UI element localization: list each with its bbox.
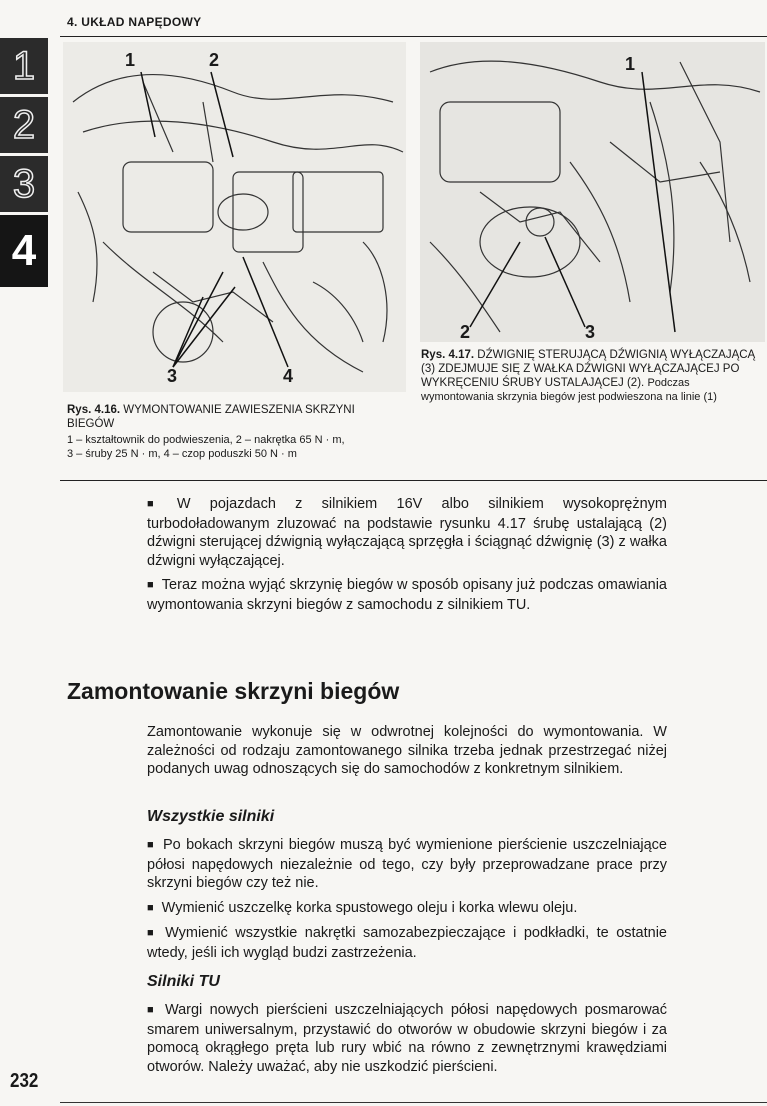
intro-paragraph: ■ W pojazdach z silnikiem 16V albo silnikiem wysokoprężnym turbodoładowanym zluzować na podstawie rysunku 4.17 śrubę ustalającą (2) dźwigni sterującej dźwignią wyłączającą sprzęgła i ściągnąć dźwignię (3) z wałka dźwigni wyłączającej. <box>147 495 667 570</box>
figure-4-17-caption <box>421 348 761 404</box>
callout-1: 1 <box>625 54 636 74</box>
page-number: 232 <box>10 1070 39 1092</box>
caption-rest: Podczas wymontowania skrzynia biegów jest podwieszona na linie (1) <box>421 377 717 403</box>
figure-4-17-illustration <box>420 42 765 342</box>
subheading-all-engines: Wszystkie silniki <box>147 808 275 825</box>
section-heading: Zamontowanie skrzyni biegów <box>67 678 400 704</box>
gearbox-lever-drawing <box>420 42 765 342</box>
caption-number: Rys. 4.16. <box>67 404 121 416</box>
caption-number: Rys. 4.17. <box>421 349 475 361</box>
header-rule <box>60 36 767 37</box>
footer-rule <box>60 1102 767 1103</box>
chapter-title: 4. UKŁAD NAPĘDOWY <box>67 15 202 29</box>
chapter-tab-1[interactable]: 1 <box>0 38 48 94</box>
callout-2: 2 <box>209 50 220 70</box>
chapter-tab-2[interactable]: 2 <box>0 97 48 153</box>
callout-1: 1 <box>125 50 136 70</box>
section-divider <box>60 480 767 481</box>
caption-legend-line-2: 3 – śruby 25 N · m, 4 – czop poduszki 50 N · m <box>67 448 297 460</box>
intro-block <box>147 495 667 614</box>
subheading-tu-engines: Silniki TU <box>147 973 220 990</box>
all-engines-list <box>147 836 667 962</box>
caption-title: DŹWIGNIĘ STERUJĄCĄ DŹWIGNIĄ WYŁĄCZAJĄCĄ (3) ZDEJMUJE SIĘ Z WAŁKA DŹWIGNI WYŁĄCZAJĄCEJ PO WYKRĘCENIU ŚRUBY USTALAJĄCEJ (2). <box>421 349 756 389</box>
figure-4-16-illustration <box>63 42 406 392</box>
callout-4: 4 <box>283 366 294 386</box>
callout-2: 2 <box>460 322 471 342</box>
list-item: ■ Wargi nowych pierścieni uszczelniających półosi napędowych posmarować smarem uniwersalnym, przystawić do otworów w obudowie skrzyni biegów i za pomocą okrągłego pręta lub rury wbić na równo z zewnętrznymi krawędziami otworów. Należy uważać, aby nie uszkodzić pierścieni. <box>147 1001 667 1076</box>
callout-3: 3 <box>585 322 596 342</box>
caption-title: WYMONTOWANIE ZAWIESZENIA SKRZYNI BIEGÓW <box>67 404 355 430</box>
list-item: ■ Wymienić wszystkie nakrętki samozabezpieczające i podkładki, te ostatnie wtedy, jeśli ich wygląd budzi zastrzeżenia. <box>147 924 667 962</box>
chapter-tabs <box>0 38 48 290</box>
caption-legend-line-1: 1 – kształtownik do podwieszenia, 2 – nakrętka 65 N · m, <box>67 434 345 446</box>
engine-drawing <box>63 42 406 392</box>
intro-paragraph: ■ Teraz można wyjąć skrzynię biegów w sposób opisany już podczas omawiania wymontowania skrzyni biegów z samochodu z silnikiem TU. <box>147 576 667 614</box>
section-intro: Zamontowanie wykonuje się w odwrotnej kolejności do wymontowania. W zależności od rodzaju zamontowanego silnika trzeba jednak przestrzegać niżej podanych uwag odnoszących się do samochodów z konkretnym silnikiem. <box>147 724 667 777</box>
list-item: ■ Po bokach skrzyni biegów muszą być wymienione pierścienie uszczelniające półosi napędowych niezależnie od tego, czy były przeprowadzane prace przy skrzyni biegów czy też nie. <box>147 836 667 893</box>
chapter-tab-3[interactable]: 3 <box>0 156 48 212</box>
page-header <box>0 0 767 40</box>
tu-engines-list <box>147 1001 667 1076</box>
list-item: ■ Wymienić uszczelkę korka spustowego oleju i korka wlewu oleju. <box>147 899 667 919</box>
chapter-tab-4[interactable]: 4 <box>0 215 48 287</box>
callout-3: 3 <box>167 366 178 386</box>
figure-4-16-caption <box>67 403 397 461</box>
